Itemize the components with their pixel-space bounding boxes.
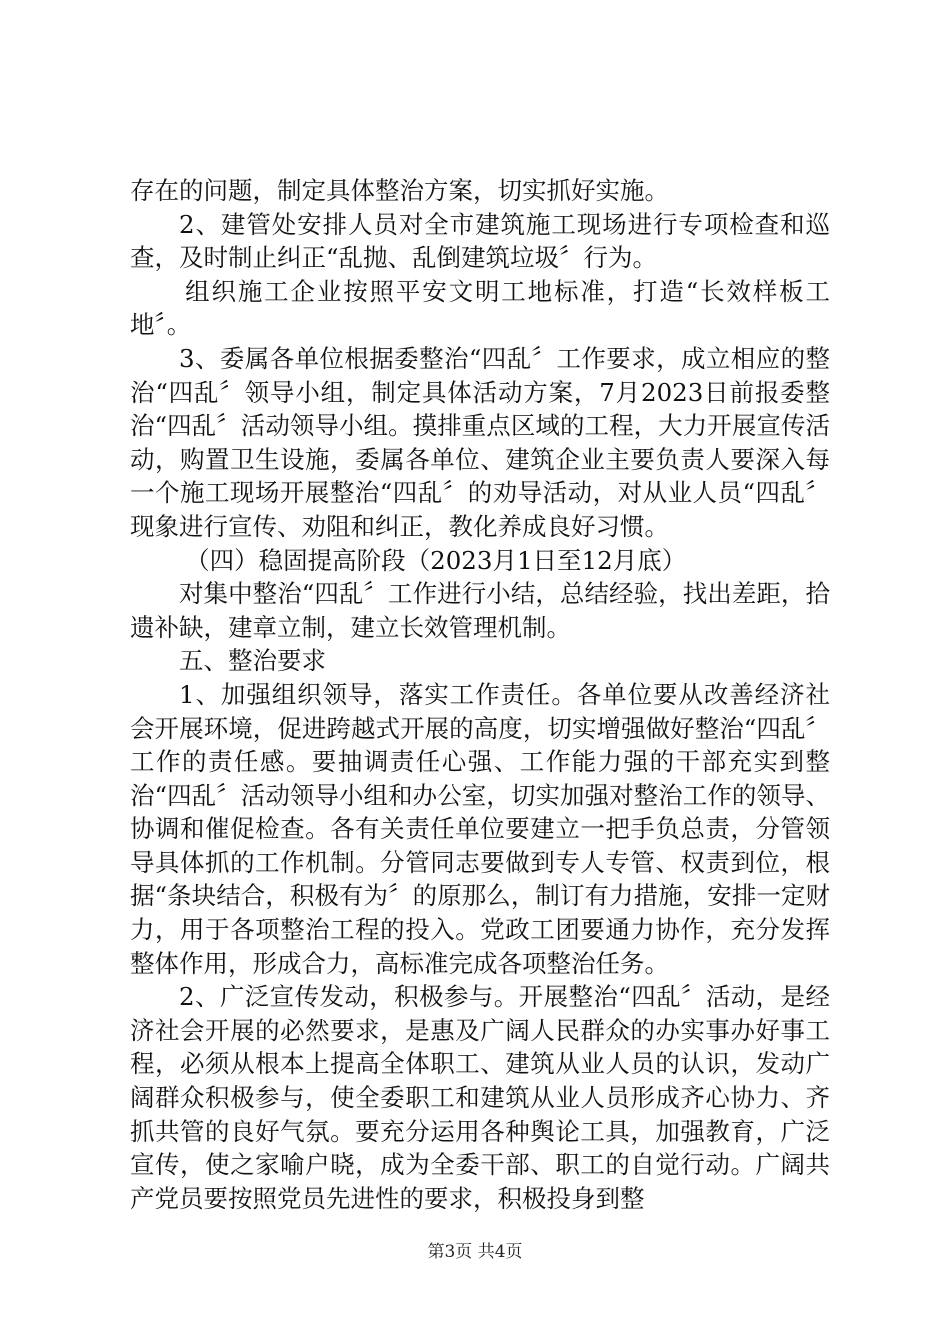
paragraph: 1、加强组织领导，落实工作责任。各单位要从改善经济社会开展环境，促进跨越式开展的高度，切实增强做好整治“四乱〞工作的责任感。要抽调责任心强、工作能力强的干部充实到整治“四乱〞活动领导小组和办公室，切实加强对整治工作的领导、协调和催促检查。各有关责任单位要建立一把手负总责，分管领导具体抓的工作机制。分管同志要做到专人专管、权责到位，根据“条块结合，积极有为〞的原那么，制订有力措施，安排一定财力，用于各项整治工程的投入。党政工团要通力协作，充分发挥整体作用，形成合力，高标准完成各项整治任务。: [130, 679, 830, 978]
paragraph: 组织施工企业按照平安文明工地标准，打造“长效样板工地〞。: [130, 276, 830, 340]
paragraph: 五、整治要求: [179, 646, 326, 676]
page-footer: 第3页 共4页: [427, 1242, 523, 1262]
paragraph: 3、委属各单位根据委整治“四乱〞工作要求，成立相应的整治“四乱〞领导小组，制定具体活动方案，7月2023日前报委整治“四乱〞活动领导小组。摸排重点区域的工程，大力开展宣传活动，购置卫生设施，委属各单位、建筑企业主要负责人要深入每一个施工现场开展整治“四乱〞的劝导活动，对从业人员“四乱〞现象进行宣传、劝阻和纠正，教化养成良好习惯。: [130, 343, 830, 541]
paragraph: 存在的问题，制定具体整治方案，切实抓好实施。: [130, 176, 669, 205]
paragraph: （四）稳固提高阶段（2023月1日至12月底）: [185, 545, 687, 575]
paragraph: 对集中整治“四乱〞工作进行小结，总结经验，找出差距，拾遗补缺，建章立制，建立长效管理机制。: [130, 579, 830, 642]
document-body: [130, 174, 830, 1215]
paragraph: 2、广泛宣传发动，积极参与。开展整治“四乱〞活动，是经济社会开展的必然要求，是惠及广阔人民群众的办实事办好事工程，必须从根本上提高全体职工、建筑从业人员的认识，发动广阔群众积极参与，使全委职工和建筑从业人员形成齐心协力、齐抓共管的良好气氛。要充分运用各种舆论工具，加强教育，广泛宣传，使之家喻户晓，成为全委干部、职工的自觉行动。广阔共产党员要按照党员先进性的要求，积极投身到整: [130, 982, 830, 1213]
paragraph: 2、建管处安排人员对全市建筑施工现场进行专项检查和巡查，及时制止纠正“乱抛、乱倒建筑垃圾〞行为。: [130, 209, 830, 273]
